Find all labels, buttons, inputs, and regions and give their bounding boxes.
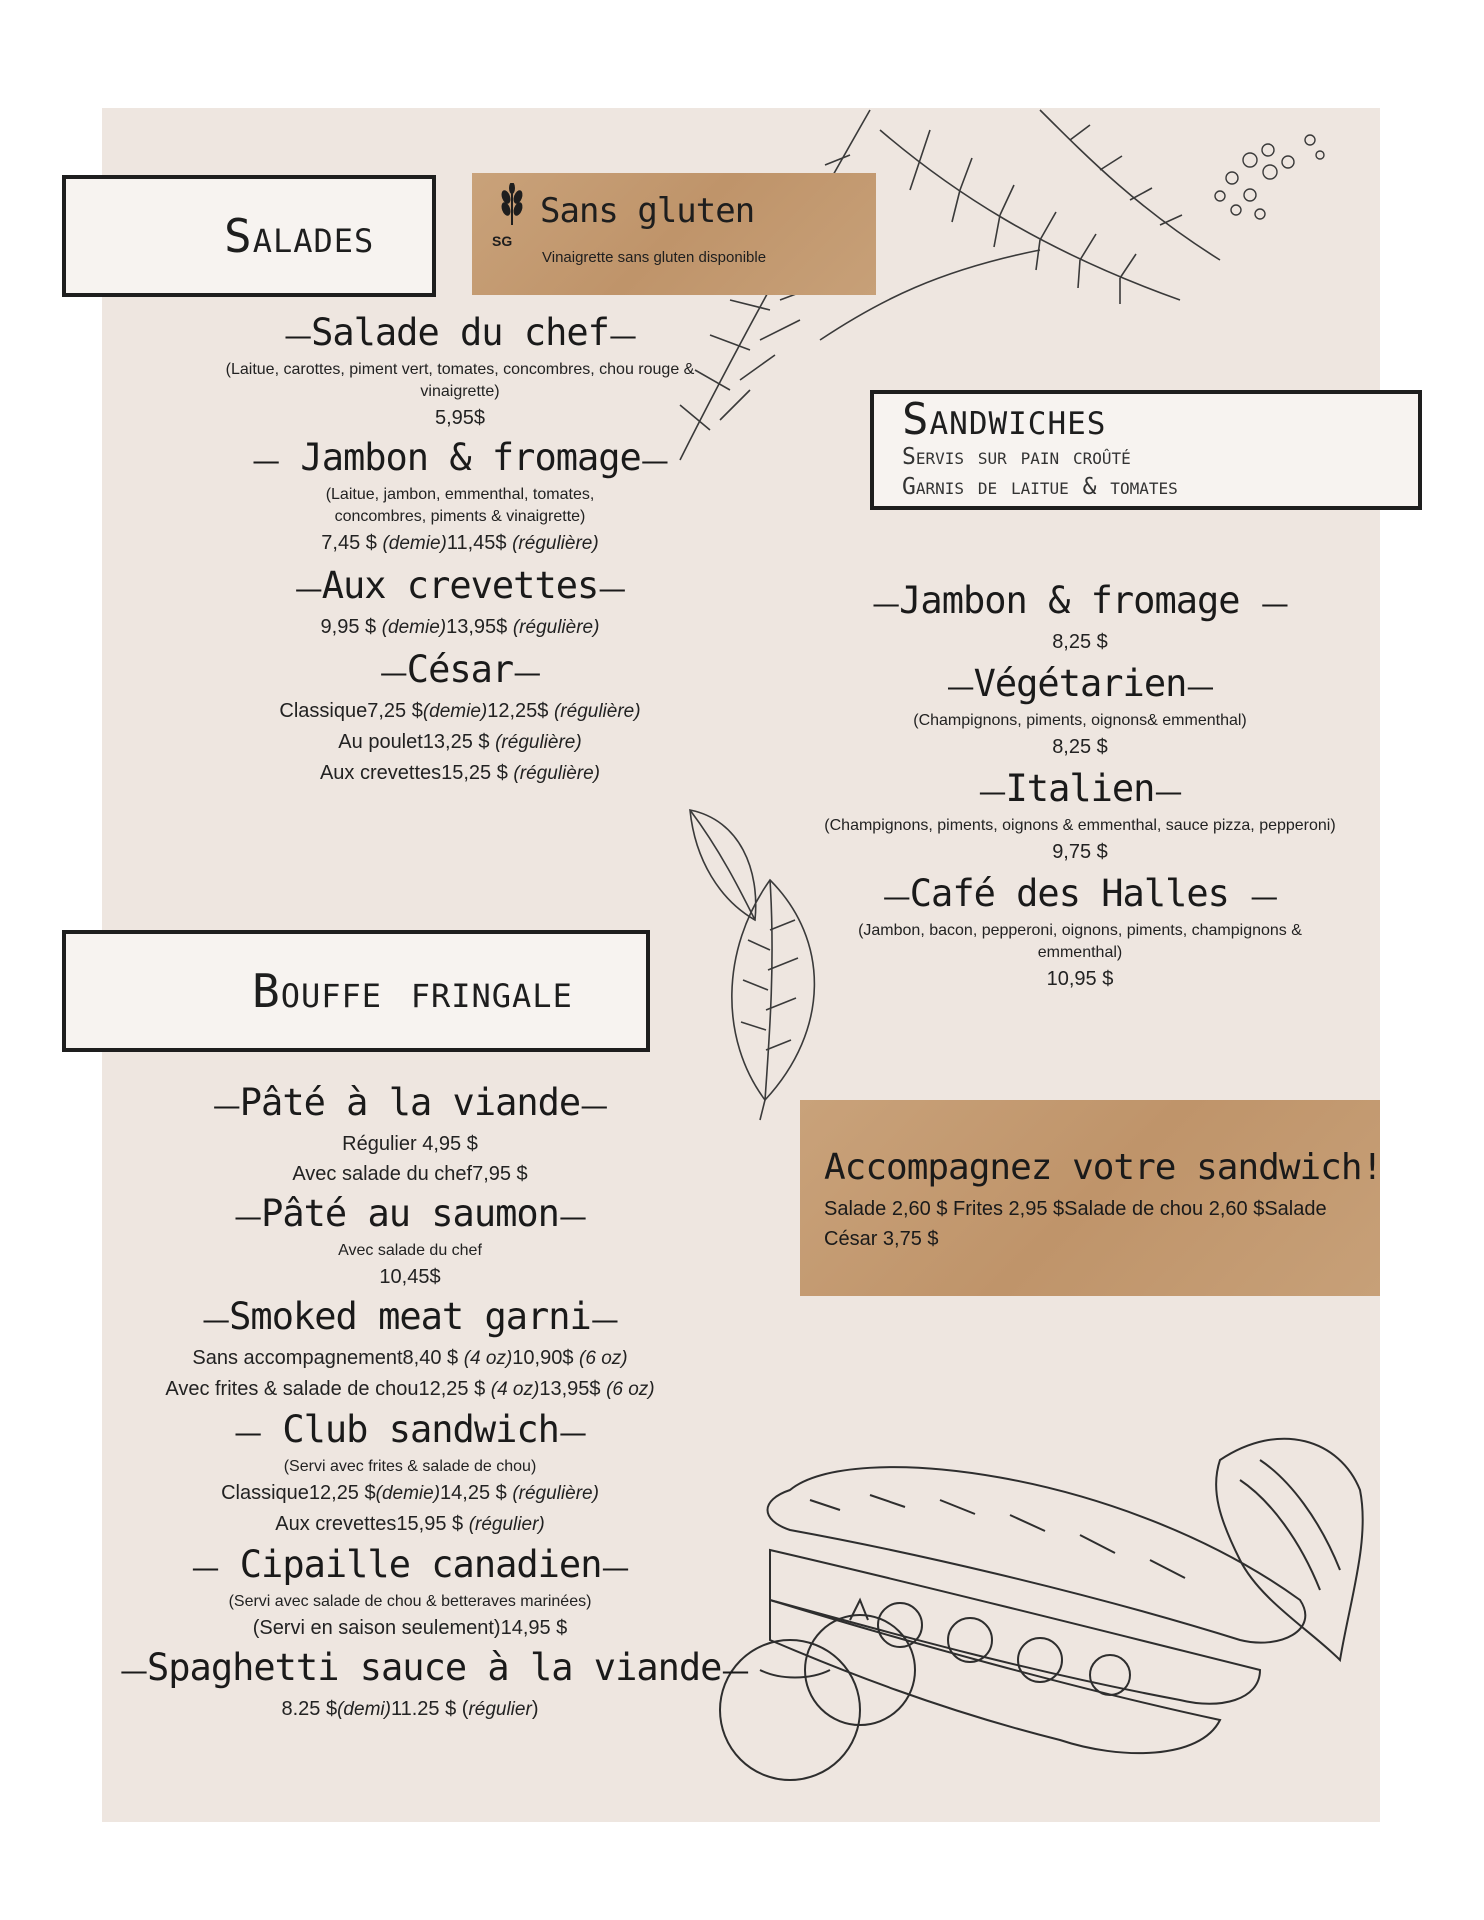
cipaille-title: — Cipaille canadien—: [191, 1543, 629, 1586]
sg-icon-label: SG: [492, 233, 513, 249]
sandwich-italien-title: —Italien—: [978, 767, 1182, 810]
smoked-meat-avec-frites: Avec frites & salade de chou12,25 $ (4 oz)13,95$ (6 oz): [165, 1378, 655, 1400]
pate-saumon-note: Avec salade du chef: [338, 1242, 482, 1259]
smoked-meat-sans-accompagnement: Sans accompagnement8,40 $ (4 oz)10,90$ (6 oz): [192, 1347, 628, 1369]
sandwich-illustration: [700, 1380, 1380, 1800]
sandwiches-subtitle-2: Garnis de laitue & tomates: [902, 474, 1178, 500]
sandwiches-subtitle-1: Servis sur pain croûté: [902, 444, 1131, 470]
cesar-poulet-price: Au poulet13,25 $ (régulière): [338, 731, 582, 753]
sandwich-italien-description: (Champignons, piments, oignons & emmenthal, sauce pizza, pepperoni): [824, 817, 1336, 834]
bouffe-list: [120, 1080, 749, 1725]
wheat-icon: [494, 183, 530, 239]
salade-du-chef-price: 5,95$: [434, 407, 486, 429]
sans-gluten-subtitle: Vinaigrette sans gluten disponible: [542, 249, 767, 266]
salade-jambon-fromage-description: (Laitue, jambon, emmenthal, tomates, concombres, piments & vinaigrette): [325, 486, 595, 525]
bouffe-header-box: [62, 930, 650, 1052]
pate-viande-title: —Pâté à la viande—: [212, 1081, 608, 1124]
cipaille-price: (Servi en saison seulement)14,95 $: [252, 1617, 568, 1639]
salades-title: Salades: [224, 209, 375, 263]
salade-du-chef-title: —Salade du chef—: [284, 311, 636, 354]
pate-saumon-title: —Pâté au saumon—: [234, 1192, 586, 1235]
pate-viande-avec-salade: Avec salade du chef7,95 $: [292, 1163, 528, 1185]
club-sandwich-title: — Club sandwich—: [234, 1408, 586, 1451]
salades-list: [180, 310, 740, 789]
salade-aux-crevettes-price: 9,95 $ (demie)13,95$ (régulière): [320, 616, 600, 638]
sandwich-vegetarien-price: 8,25 $: [1052, 736, 1108, 758]
sandwich-cafe-des-halles-description: (Jambon, bacon, pepperoni, oignons, piments, champignons & emmenthal): [858, 922, 1302, 961]
sans-gluten-badge: [472, 173, 876, 295]
cipaille-note: (Servi avec salade de chou & betteraves marinées): [228, 1593, 592, 1610]
spaghetti-title: —Spaghetti sauce à la viande—: [120, 1646, 749, 1689]
spaghetti-price: 8.25 $(demi)11.25 $ (régulier): [281, 1698, 539, 1720]
smoked-meat-title: —Smoked meat garni—: [202, 1295, 618, 1338]
sandwich-cafe-des-halles-price: 10,95 $: [1046, 968, 1114, 990]
club-sandwich-crevettes: Aux crevettes15,95 $ (régulier): [275, 1513, 545, 1535]
sandwich-jambon-fromage-price: 8,25 $: [1052, 631, 1108, 653]
sandwich-cafe-des-halles-title: —Café des Halles —: [882, 872, 1278, 915]
salade-aux-crevettes-title: —Aux crevettes—: [294, 564, 626, 607]
sandwiches-list: [780, 578, 1380, 994]
pate-viande-regulier: Régulier 4,95 $: [342, 1133, 478, 1155]
club-sandwich-note: (Servi avec frites & salade de chou): [283, 1458, 537, 1475]
cesar-crevettes-price: Aux crevettes15,25 $ (régulière): [319, 762, 601, 784]
club-sandwich-classique: Classique12,25 $(demie)14,25 $ (régulière): [221, 1482, 599, 1504]
salade-du-chef-description: (Laitue, carottes, piment vert, tomates, concombres, chou rouge & vinaigrette): [225, 361, 695, 400]
accompagnez-title: Accompagnez votre sandwich!: [824, 1147, 1383, 1188]
sandwich-vegetarien-description: (Champignons, piments, oignons& emmenthal): [913, 712, 1247, 729]
sandwiches-header-box: [870, 390, 1422, 510]
sans-gluten-title: Sans gluten: [540, 191, 755, 231]
cesar-classique-price: Classique7,25 $(demie)12,25$ (régulière): [279, 700, 641, 722]
salade-jambon-fromage-title: — Jambon & fromage—: [252, 436, 668, 479]
salades-header-box: [62, 175, 436, 297]
sandwich-vegetarien-title: —Végétarien—: [946, 662, 1214, 705]
salade-cesar-title: —César—: [379, 648, 541, 691]
salade-jambon-fromage-price: 7,45 $ (demie)11,45$ (régulière): [321, 532, 599, 554]
sandwiches-title: Sandwiches: [902, 394, 1107, 445]
sandwich-italien-price: 9,75 $: [1052, 841, 1108, 863]
bouffe-title: Bouffe fringale: [252, 964, 573, 1018]
accompagnez-box: [800, 1100, 1383, 1296]
accompagnez-text: Salade 2,60 $ Frites 2,95 $Salade de chou 2,60 $Salade César 3,75 $: [824, 1198, 1327, 1250]
pate-saumon-price: 10,45$: [379, 1266, 441, 1288]
sandwich-jambon-fromage-title: —Jambon & fromage —: [872, 579, 1288, 622]
